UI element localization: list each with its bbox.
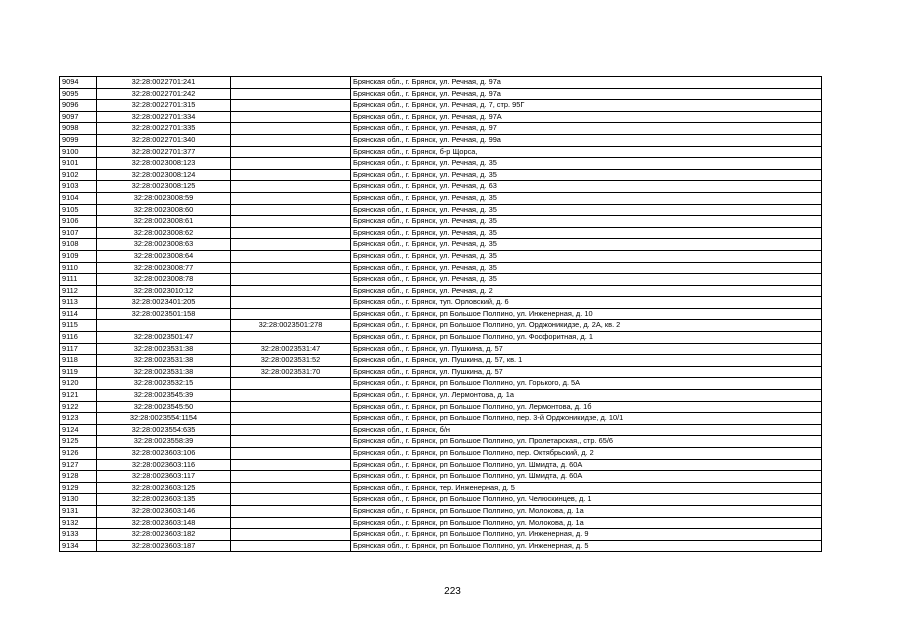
address-cell: Брянская обл., г. Брянск, рп Большое Полпино, пер. Октябрьский, д. 2 xyxy=(351,448,822,460)
building-cadastral-number-cell xyxy=(231,505,351,517)
building-cadastral-number-cell xyxy=(231,401,351,413)
building-cadastral-number-cell xyxy=(231,239,351,251)
table-row xyxy=(60,517,822,529)
address-cell: Брянская обл., г. Брянск, ул. Речная, д. 2 xyxy=(351,285,822,297)
table-row xyxy=(60,320,822,332)
table-row xyxy=(60,355,822,367)
land-cadastral-number-cell: 32:28:0023531:38 xyxy=(97,366,231,378)
address-cell: Брянская обл., г. Брянск, ул. Речная, д. 97А xyxy=(351,111,822,123)
table-row xyxy=(60,169,822,181)
building-cadastral-number-cell: 32:28:0023531:52 xyxy=(231,355,351,367)
land-cadastral-number-cell: 32:28:0023531:38 xyxy=(97,343,231,355)
building-cadastral-number-cell xyxy=(231,158,351,170)
table-row xyxy=(60,378,822,390)
table-row xyxy=(60,111,822,123)
row-number-cell: 9101 xyxy=(60,158,97,170)
row-number-cell: 9128 xyxy=(60,471,97,483)
row-number-cell: 9118 xyxy=(60,355,97,367)
address-cell: Брянская обл., г. Брянск, ул. Речная, д. 97а xyxy=(351,77,822,89)
table-row xyxy=(60,239,822,251)
registry-table-body xyxy=(60,77,822,552)
row-number-cell: 9094 xyxy=(60,77,97,89)
building-cadastral-number-cell xyxy=(231,204,351,216)
address-cell: Брянская обл., г. Брянск, рп Большое Полпино, ул. Лермонтова, д. 1б xyxy=(351,401,822,413)
building-cadastral-number-cell xyxy=(231,378,351,390)
row-number-cell: 9113 xyxy=(60,297,97,309)
row-number-cell: 9110 xyxy=(60,262,97,274)
address-cell: Брянская обл., г. Брянск, ул. Речная, д. 35 xyxy=(351,227,822,239)
land-cadastral-number-cell: 32:28:0022701:335 xyxy=(97,123,231,135)
row-number-cell: 9105 xyxy=(60,204,97,216)
land-cadastral-number-cell: 32:28:0023501:47 xyxy=(97,332,231,344)
table-row xyxy=(60,482,822,494)
address-cell: Брянская обл., г. Брянск, рп Большое Полпино, ул. Фосфоритная, д. 1 xyxy=(351,332,822,344)
building-cadastral-number-cell xyxy=(231,88,351,100)
address-cell: Брянская обл., г. Брянск, ул. Пушкина, д. 57 xyxy=(351,366,822,378)
table-row xyxy=(60,471,822,483)
table-row xyxy=(60,459,822,471)
building-cadastral-number-cell xyxy=(231,134,351,146)
address-cell: Брянская обл., г. Брянск, тер. Инженерная, д. 5 xyxy=(351,482,822,494)
table-row xyxy=(60,436,822,448)
land-cadastral-number-cell: 32:28:0023603:148 xyxy=(97,517,231,529)
registry-table xyxy=(59,76,822,552)
row-number-cell: 9121 xyxy=(60,390,97,402)
building-cadastral-number-cell xyxy=(231,471,351,483)
table-row xyxy=(60,285,822,297)
row-number-cell: 9127 xyxy=(60,459,97,471)
land-cadastral-number-cell: 32:28:0023008:124 xyxy=(97,169,231,181)
address-cell: Брянская обл., г. Брянск, ул. Речная, д. 97 xyxy=(351,123,822,135)
row-number-cell: 9133 xyxy=(60,529,97,541)
land-cadastral-number-cell: 32:28:0023603:135 xyxy=(97,494,231,506)
building-cadastral-number-cell xyxy=(231,216,351,228)
address-cell: Брянская обл., г. Брянск, рп Большое Полпино, ул. Пролетарская,, стр. 65/6 xyxy=(351,436,822,448)
row-number-cell: 9123 xyxy=(60,413,97,425)
address-cell: Брянская обл., г. Брянск, рп Большое Полпино, ул. Шмидта, д. 60А xyxy=(351,459,822,471)
address-cell: Брянская обл., г. Брянск, ул. Речная, д. 35 xyxy=(351,158,822,170)
row-number-cell: 9095 xyxy=(60,88,97,100)
land-cadastral-number-cell xyxy=(97,320,231,332)
land-cadastral-number-cell: 32:28:0022701:242 xyxy=(97,88,231,100)
row-number-cell: 9099 xyxy=(60,134,97,146)
land-cadastral-number-cell: 32:28:0023545:39 xyxy=(97,390,231,402)
table-row xyxy=(60,424,822,436)
address-cell: Брянская обл., г. Брянск, ул. Речная, д. 35 xyxy=(351,274,822,286)
table-row xyxy=(60,308,822,320)
land-cadastral-number-cell: 32:28:0023010:12 xyxy=(97,285,231,297)
row-number-cell: 9134 xyxy=(60,540,97,552)
address-cell: Брянская обл., г. Брянск, туп. Орловский, д. 6 xyxy=(351,297,822,309)
land-cadastral-number-cell: 32:28:0023603:187 xyxy=(97,540,231,552)
address-cell: Брянская обл., г. Брянск, рп Большое Полпино, ул. Инженерная, д. 10 xyxy=(351,308,822,320)
table-row xyxy=(60,77,822,89)
address-cell: Брянская обл., г. Брянск, ул. Речная, д. 35 xyxy=(351,169,822,181)
land-cadastral-number-cell: 32:28:0023008:59 xyxy=(97,192,231,204)
land-cadastral-number-cell: 32:28:0022701:377 xyxy=(97,146,231,158)
address-cell: Брянская обл., г. Брянск, ул. Речная, д. 7, стр. 95Г xyxy=(351,100,822,112)
table-row xyxy=(60,134,822,146)
building-cadastral-number-cell xyxy=(231,390,351,402)
land-cadastral-number-cell: 32:28:0023532:15 xyxy=(97,378,231,390)
address-cell: Брянская обл., г. Брянск, ул. Лермонтова, д. 1а xyxy=(351,390,822,402)
building-cadastral-number-cell: 32:28:0023531:47 xyxy=(231,343,351,355)
table-row xyxy=(60,494,822,506)
table-row xyxy=(60,343,822,355)
land-cadastral-number-cell: 32:28:0023603:116 xyxy=(97,459,231,471)
land-cadastral-number-cell: 32:28:0023545:50 xyxy=(97,401,231,413)
row-number-cell: 9130 xyxy=(60,494,97,506)
table-row xyxy=(60,204,822,216)
building-cadastral-number-cell: 32:28:0023531:70 xyxy=(231,366,351,378)
land-cadastral-number-cell: 32:28:0023008:64 xyxy=(97,250,231,262)
table-row xyxy=(60,529,822,541)
land-cadastral-number-cell: 32:28:0023008:61 xyxy=(97,216,231,228)
table-row xyxy=(60,332,822,344)
table-row xyxy=(60,540,822,552)
address-cell: Брянская обл., г. Брянск, б/н xyxy=(351,424,822,436)
building-cadastral-number-cell xyxy=(231,250,351,262)
land-cadastral-number-cell: 32:28:0022701:340 xyxy=(97,134,231,146)
address-cell: Брянская обл., г. Брянск, ул. Пушкина, д. 57 xyxy=(351,343,822,355)
land-cadastral-number-cell: 32:28:0023603:125 xyxy=(97,482,231,494)
table-row xyxy=(60,297,822,309)
row-number-cell: 9112 xyxy=(60,285,97,297)
row-number-cell: 9119 xyxy=(60,366,97,378)
building-cadastral-number-cell xyxy=(231,262,351,274)
address-cell: Брянская обл., г. Брянск, рп Большое Полпино, ул. Шмидта, д. 60А xyxy=(351,471,822,483)
table-row xyxy=(60,401,822,413)
building-cadastral-number-cell xyxy=(231,123,351,135)
row-number-cell: 9126 xyxy=(60,448,97,460)
address-cell: Брянская обл., г. Брянск, ул. Речная, д. 35 xyxy=(351,262,822,274)
row-number-cell: 9104 xyxy=(60,192,97,204)
address-cell: Брянская обл., г. Брянск, ул. Речная, д. 35 xyxy=(351,239,822,251)
table-row xyxy=(60,250,822,262)
land-cadastral-number-cell: 32:28:0022701:241 xyxy=(97,77,231,89)
row-number-cell: 9132 xyxy=(60,517,97,529)
land-cadastral-number-cell: 32:28:0023531:38 xyxy=(97,355,231,367)
table-row xyxy=(60,390,822,402)
land-cadastral-number-cell: 32:28:0023008:62 xyxy=(97,227,231,239)
table-row xyxy=(60,505,822,517)
building-cadastral-number-cell xyxy=(231,169,351,181)
address-cell: Брянская обл., г. Брянск, ул. Речная, д. 35 xyxy=(351,192,822,204)
row-number-cell: 9106 xyxy=(60,216,97,228)
building-cadastral-number-cell xyxy=(231,424,351,436)
table-row xyxy=(60,274,822,286)
building-cadastral-number-cell xyxy=(231,111,351,123)
table-row xyxy=(60,192,822,204)
land-cadastral-number-cell: 32:28:0023008:77 xyxy=(97,262,231,274)
row-number-cell: 9120 xyxy=(60,378,97,390)
table-row xyxy=(60,227,822,239)
land-cadastral-number-cell: 32:28:0022701:315 xyxy=(97,100,231,112)
building-cadastral-number-cell: 32:28:0023501:278 xyxy=(231,320,351,332)
row-number-cell: 9115 xyxy=(60,320,97,332)
address-cell: Брянская обл., г. Брянск, рп Большое Полпино, ул. Молокова, д. 1а xyxy=(351,517,822,529)
building-cadastral-number-cell xyxy=(231,274,351,286)
address-cell: Брянская обл., г. Брянск, рп Большое Полпино, ул. Орджоникидзе, д. 2А, кв. 2 xyxy=(351,320,822,332)
address-cell: Брянская обл., г. Брянск, рп Большое Полпино, ул. Инженерная, д. 5 xyxy=(351,540,822,552)
land-cadastral-number-cell: 32:28:0023008:63 xyxy=(97,239,231,251)
table-row xyxy=(60,158,822,170)
building-cadastral-number-cell xyxy=(231,227,351,239)
building-cadastral-number-cell xyxy=(231,192,351,204)
building-cadastral-number-cell xyxy=(231,482,351,494)
building-cadastral-number-cell xyxy=(231,413,351,425)
land-cadastral-number-cell: 32:28:0023603:106 xyxy=(97,448,231,460)
land-cadastral-number-cell: 32:28:0023554:635 xyxy=(97,424,231,436)
row-number-cell: 9117 xyxy=(60,343,97,355)
building-cadastral-number-cell xyxy=(231,77,351,89)
row-number-cell: 9116 xyxy=(60,332,97,344)
row-number-cell: 9111 xyxy=(60,274,97,286)
building-cadastral-number-cell xyxy=(231,332,351,344)
address-cell: Брянская обл., г. Брянск, рп Большое Полпино, пер. 3-й Орджоникидзе, д. 10/1 xyxy=(351,413,822,425)
row-number-cell: 9108 xyxy=(60,239,97,251)
address-cell: Брянская обл., г. Брянск, б-р Щорса, xyxy=(351,146,822,158)
building-cadastral-number-cell xyxy=(231,459,351,471)
building-cadastral-number-cell xyxy=(231,146,351,158)
row-number-cell: 9100 xyxy=(60,146,97,158)
row-number-cell: 9114 xyxy=(60,308,97,320)
land-cadastral-number-cell: 32:28:0023008:60 xyxy=(97,204,231,216)
address-cell: Брянская обл., г. Брянск, ул. Пушкина, д. 57, кв. 1 xyxy=(351,355,822,367)
land-cadastral-number-cell: 32:28:0023603:146 xyxy=(97,505,231,517)
land-cadastral-number-cell: 32:28:0023401:205 xyxy=(97,297,231,309)
table-row xyxy=(60,181,822,193)
building-cadastral-number-cell xyxy=(231,494,351,506)
row-number-cell: 9124 xyxy=(60,424,97,436)
address-cell: Брянская обл., г. Брянск, ул. Речная, д. 35 xyxy=(351,216,822,228)
table-row xyxy=(60,100,822,112)
building-cadastral-number-cell xyxy=(231,297,351,309)
address-cell: Брянская обл., г. Брянск, ул. Речная, д. 35 xyxy=(351,250,822,262)
building-cadastral-number-cell xyxy=(231,285,351,297)
land-cadastral-number-cell: 32:28:0023008:78 xyxy=(97,274,231,286)
address-cell: Брянская обл., г. Брянск, ул. Речная, д. 97а xyxy=(351,88,822,100)
row-number-cell: 9096 xyxy=(60,100,97,112)
building-cadastral-number-cell xyxy=(231,517,351,529)
table-row xyxy=(60,262,822,274)
address-cell: Брянская обл., г. Брянск, рп Большое Полпино, ул. Горького, д. 5А xyxy=(351,378,822,390)
address-cell: Брянская обл., г. Брянск, рп Большое Полпино, ул. Молокова, д. 1а xyxy=(351,505,822,517)
row-number-cell: 9125 xyxy=(60,436,97,448)
building-cadastral-number-cell xyxy=(231,100,351,112)
table-row xyxy=(60,366,822,378)
table-row xyxy=(60,216,822,228)
table-row xyxy=(60,413,822,425)
land-cadastral-number-cell: 32:28:0023558:39 xyxy=(97,436,231,448)
address-cell: Брянская обл., г. Брянск, ул. Речная, д. 35 xyxy=(351,204,822,216)
table-row xyxy=(60,123,822,135)
row-number-cell: 9131 xyxy=(60,505,97,517)
building-cadastral-number-cell xyxy=(231,436,351,448)
building-cadastral-number-cell xyxy=(231,540,351,552)
building-cadastral-number-cell xyxy=(231,529,351,541)
row-number-cell: 9103 xyxy=(60,181,97,193)
page-number: 223 xyxy=(444,586,461,597)
land-cadastral-number-cell: 32:28:0022701:334 xyxy=(97,111,231,123)
land-cadastral-number-cell: 32:28:0023554:1154 xyxy=(97,413,231,425)
address-cell: Брянская обл., г. Брянск, ул. Речная, д. 99а xyxy=(351,134,822,146)
row-number-cell: 9122 xyxy=(60,401,97,413)
table-row xyxy=(60,88,822,100)
address-cell: Брянская обл., г. Брянск, рп Большое Полпино, ул. Челюскинцев, д. 1 xyxy=(351,494,822,506)
address-cell: Брянская обл., г. Брянск, рп Большое Полпино, ул. Инженерная, д. 9 xyxy=(351,529,822,541)
table-row xyxy=(60,146,822,158)
row-number-cell: 9102 xyxy=(60,169,97,181)
row-number-cell: 9097 xyxy=(60,111,97,123)
building-cadastral-number-cell xyxy=(231,181,351,193)
land-cadastral-number-cell: 32:28:0023603:182 xyxy=(97,529,231,541)
land-cadastral-number-cell: 32:28:0023008:125 xyxy=(97,181,231,193)
land-cadastral-number-cell: 32:28:0023501:158 xyxy=(97,308,231,320)
row-number-cell: 9107 xyxy=(60,227,97,239)
row-number-cell: 9109 xyxy=(60,250,97,262)
row-number-cell: 9098 xyxy=(60,123,97,135)
building-cadastral-number-cell xyxy=(231,308,351,320)
address-cell: Брянская обл., г. Брянск, ул. Речная, д. 63 xyxy=(351,181,822,193)
table-row xyxy=(60,448,822,460)
land-cadastral-number-cell: 32:28:0023603:117 xyxy=(97,471,231,483)
land-cadastral-number-cell: 32:28:0023008:123 xyxy=(97,158,231,170)
row-number-cell: 9129 xyxy=(60,482,97,494)
building-cadastral-number-cell xyxy=(231,448,351,460)
